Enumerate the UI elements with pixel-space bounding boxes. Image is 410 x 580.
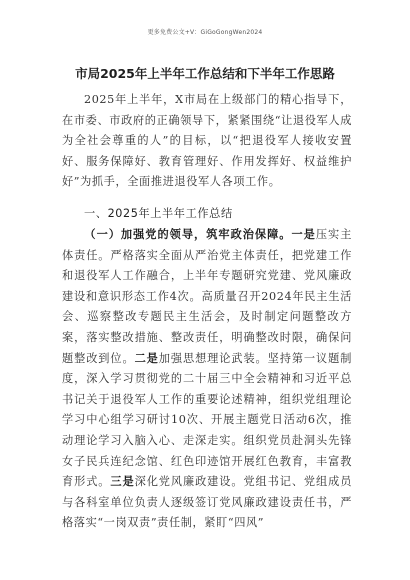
point-text: 深化党风廉政建设。党组书记、党组成员与各科室单位负责人逐级签订党风廉政建设责任书，严格落实“一岗双责”责任制，紧盯“四风”	[62, 475, 353, 530]
header-note: 更多免费公文+V：GiGoGongWen2024	[147, 29, 263, 36]
point-text: 加强思想理论武装。坚持第一议题制度，深入学习贯彻党的二十届三中全会精神和习近平总书记关于退役军人工作的重要论述精神，组织党组理论学习中心组学习研讨10次、开展主题党日活动6次，推动理论学习入脑入心、走深走实。组织党员赴洞头先锋女子民兵连纪念馆、红色印迹馆开展红色教育，丰富教育形式。	[62, 351, 352, 489]
subsection-heading: （一）加强党的领导，筑牢政治保障。	[84, 228, 292, 241]
point-marker: 二是	[134, 351, 159, 365]
intro-text: 2025年上半年，X市局在上级部门的精心指导下，在市委、市政府的正确领导下，紧紧围绕“让退役军人成为全社会尊重的人”的目标，以“把退役军人接收安置好、服务保障好、教育管理好、作用发挥好、权益维护好”为抓手，全面推进退役军人各项工作。	[62, 93, 352, 189]
point-marker: 三是	[110, 475, 135, 489]
section-paragraph	[62, 225, 352, 534]
intro-paragraph	[62, 90, 352, 193]
section-heading: 一、2025年上半年工作总结	[84, 207, 233, 220]
document-title: 市局2025年上半年工作总结和下半年工作思路	[75, 66, 335, 81]
point-text: 压实主体责任。严格落实全面从严治党主体责任，把党建工作和退役军人工作融合，上半年专题研究党建、党风廉政建设和意识形态工作4次。高质量召开2024年民主生活会、巡察整改专题民主生活会，及时制定问题整改方案，落实整改措施、整改责任，明确整改时限，确保问题整改到位。	[62, 228, 353, 365]
point-marker: 一是	[291, 228, 316, 241]
